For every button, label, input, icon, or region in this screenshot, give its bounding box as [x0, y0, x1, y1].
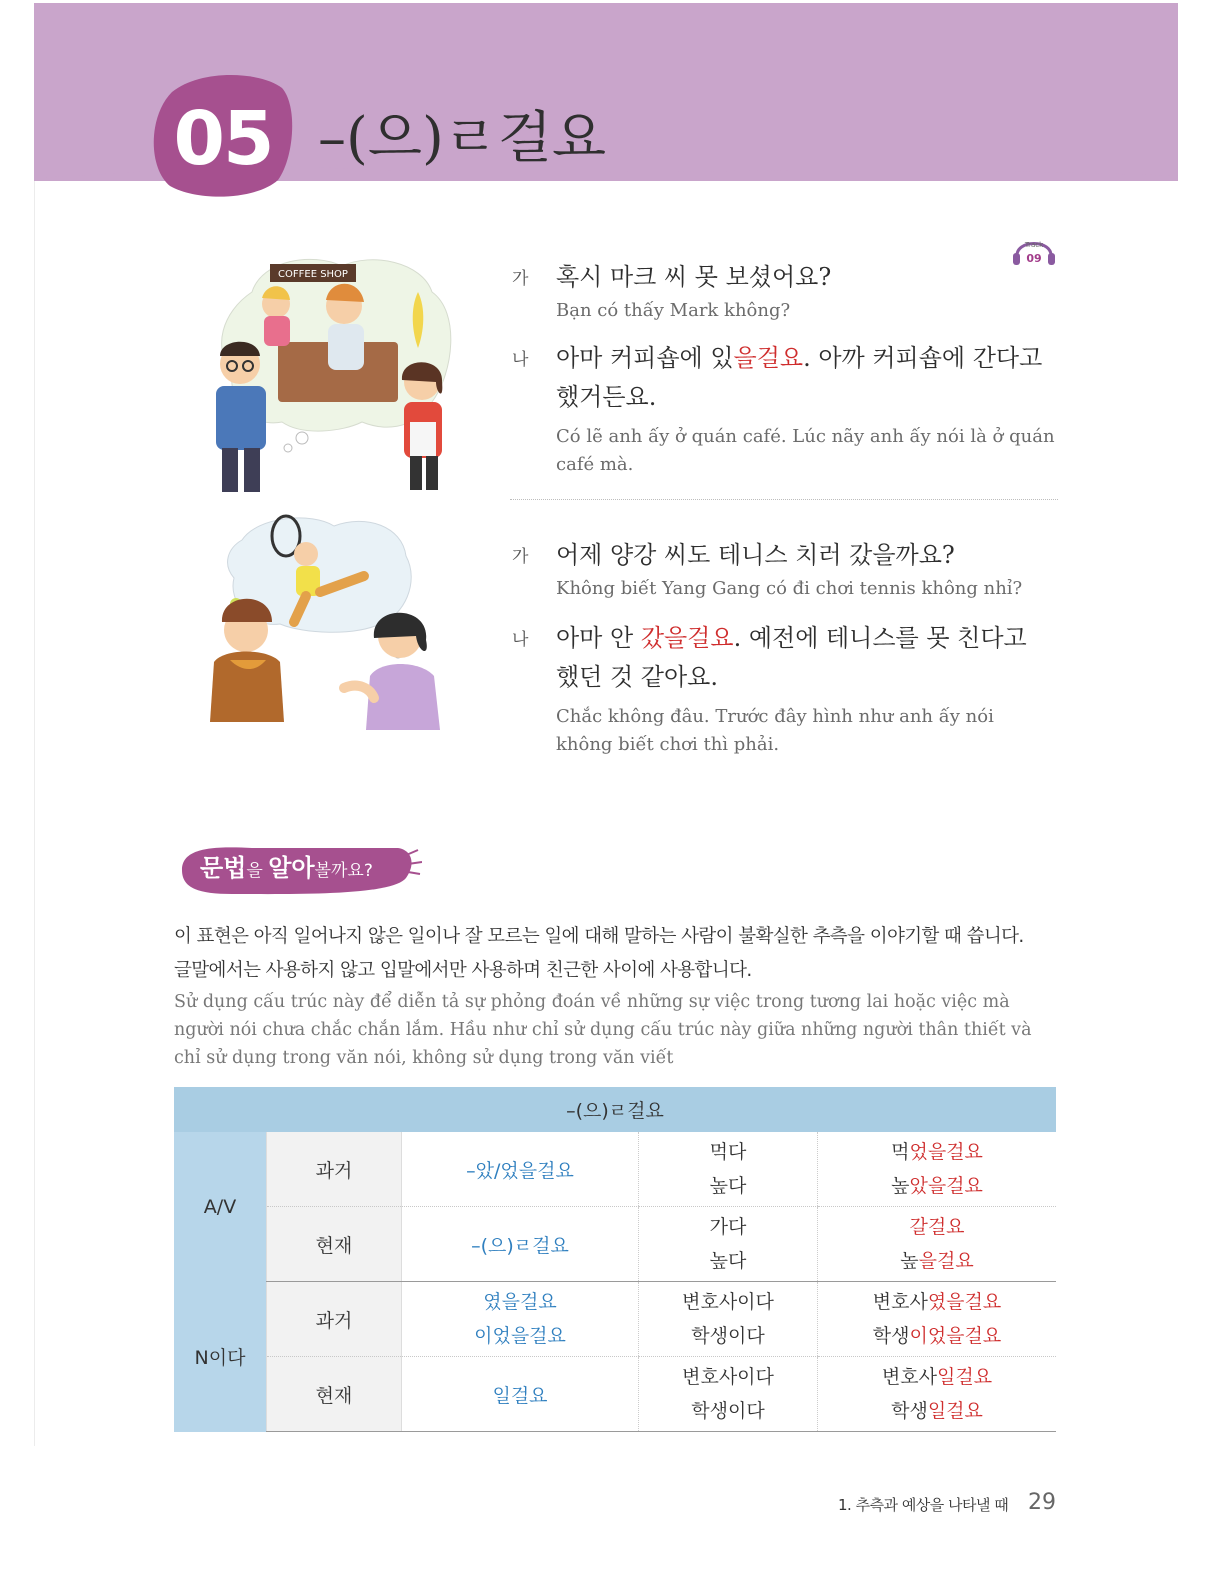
result-stem: 학생: [872, 1325, 910, 1347]
coffee-shop-sign: COFFEE SHOP: [278, 269, 348, 280]
highlighted-ending: 갔을걸요: [640, 624, 734, 652]
tense-cell: 과거: [267, 1282, 402, 1357]
result-text: [819, 1135, 1055, 1169]
korean-explanation-line-2: 글말에서는 사용하지 않고 입말에서만 사용하며 친근한 사이에 사용합니다.: [174, 960, 752, 981]
result-text: [819, 1285, 1055, 1319]
result-text: [819, 1169, 1055, 1203]
page-margin-line: [34, 181, 35, 1446]
verb-text: 변호사이다: [682, 1366, 774, 1388]
result-text: [819, 1394, 1055, 1428]
dialog-2-line-1: [510, 536, 1070, 603]
vietnamese-translation: Có lẽ anh ấy ở quán café. Lúc nãy anh ấy nói là ở quán café mà.: [556, 426, 1055, 475]
grammar-label-part: 볼까요?: [314, 861, 373, 881]
tense-cell: 현재: [267, 1357, 402, 1432]
korean-text: 혹시 마크 씨 못 보셨어요?: [556, 263, 832, 291]
result-suffix: 었을걸요: [909, 1141, 983, 1163]
grammar-explanation: [174, 920, 1064, 1072]
category-cell: A/V: [174, 1132, 267, 1282]
table-row: [174, 1207, 1056, 1282]
dialog-1: [510, 258, 1070, 479]
verb-text: 먹다: [709, 1141, 747, 1163]
verb-text: 변호사이다: [682, 1291, 774, 1313]
result-stem: 먹: [891, 1141, 910, 1163]
result-suffix: 았을걸요: [909, 1175, 983, 1197]
dialog-divider: [510, 499, 1058, 500]
result-cell: [818, 1357, 1057, 1432]
dialog-1-line-1: [510, 258, 1070, 325]
speaker-label: 나: [512, 630, 529, 650]
result-suffix: 갈걸요: [909, 1216, 965, 1238]
korean-text: [556, 619, 1070, 658]
result-text: [819, 1319, 1055, 1353]
page-number: 29: [1028, 1490, 1056, 1515]
ending-text: –(으)ㄹ걸요: [471, 1234, 569, 1257]
verb-cell: [639, 1207, 818, 1282]
verb-cell: [639, 1132, 818, 1207]
korean-text: [556, 339, 1070, 378]
verb-text: 높다: [709, 1175, 747, 1197]
verb-text: 가다: [709, 1216, 747, 1238]
ending-text: –았/었을걸요: [466, 1159, 574, 1182]
grammar-label-part: 을: [246, 861, 269, 881]
result-stem: 변호사: [872, 1291, 928, 1313]
result-suffix: 이었을걸요: [909, 1325, 1002, 1347]
tennis-illustration: [194, 512, 460, 740]
result-text: [819, 1360, 1055, 1394]
footer-chapter-title: 1. 추측과 예상을 나타낼 때: [838, 1496, 1009, 1514]
verb-text: 학생이다: [691, 1400, 765, 1422]
result-stem: 높: [891, 1175, 910, 1197]
table-row: [174, 1282, 1056, 1357]
result-text: [819, 1210, 1055, 1244]
verb-cell: [639, 1357, 818, 1432]
dialog-1-line-2: [510, 339, 1070, 479]
grammar-label-part: 알아: [268, 854, 315, 882]
vietnamese-translation: Chắc không đâu. Trước đây hình như anh ấy nói không biết chơi thì phải.: [556, 706, 994, 755]
verb-text: 학생이다: [691, 1325, 765, 1347]
korean-text-continued: 했거든요.: [556, 383, 657, 411]
result-text: [819, 1244, 1055, 1278]
category-cell: N이다: [174, 1282, 267, 1432]
dialog-2: [510, 536, 1070, 759]
korean-text-part: . 아까 커피숍에 간다고: [803, 344, 1043, 372]
track-label: Track: [1024, 241, 1044, 249]
speaker-label: 가: [512, 269, 529, 289]
coffee-shop-illustration: [192, 252, 460, 498]
ending-cell: [402, 1132, 639, 1207]
speaker-label: 가: [512, 547, 529, 567]
ending-cell: [402, 1207, 639, 1282]
result-suffix: 일걸요: [937, 1366, 993, 1388]
result-stem: 변호사: [881, 1366, 937, 1388]
ending-cell: [402, 1282, 639, 1357]
table-row: [174, 1357, 1056, 1432]
grammar-label: [200, 848, 373, 883]
result-suffix: 을걸요: [918, 1250, 974, 1272]
ending-text: 였을걸요: [483, 1291, 557, 1313]
korean-text-part: 아마 안: [556, 624, 641, 652]
korean-text-part: . 예전에 테니스를 못 친다고: [733, 624, 1027, 652]
conjugation-table: [174, 1087, 1056, 1432]
korean-explanation-line-1: 이 표현은 아직 일어나지 않은 일이나 잘 모르는 일에 대해 말하는 사람이 불확실한 추측을 이야기할 때 씁니다.: [174, 926, 1024, 947]
vietnamese-translation: Không biết Yang Gang có đi chơi tennis không nhỉ?: [556, 578, 1023, 599]
tense-cell: 현재: [267, 1207, 402, 1282]
result-stem: 높: [900, 1250, 919, 1272]
vietnamese-explanation: Sử dụng cấu trúc này để diễn tả sự phỏng đoán về những sự việc trong tương lai hoặc việc mà người nói chưa chắc chắn lắm. Hầu như chỉ sử dụng cấu trúc này giữa những người thân thiết và chỉ sử dụng trong văn nói, không sử dụng trong văn viết: [174, 992, 1032, 1068]
korean-text-continued: 했던 것 같아요.: [556, 663, 718, 691]
tense-cell: 과거: [267, 1132, 402, 1207]
highlighted-ending: 을걸요: [733, 344, 804, 372]
dialog-2-line-2: [510, 619, 1070, 759]
ending-text: 이었을걸요: [474, 1325, 566, 1347]
vietnamese-translation: Bạn có thấy Mark không?: [556, 300, 791, 321]
korean-text: 어제 양강 씨도 테니스 치러 갔을까요?: [556, 541, 955, 569]
ending-cell: [402, 1357, 639, 1432]
result-cell: [818, 1207, 1057, 1282]
verb-text: 높다: [709, 1250, 747, 1272]
korean-text-part: 아마 커피숍에 있: [556, 344, 734, 372]
table-header: –(으)ㄹ걸요: [174, 1087, 1056, 1132]
lesson-number: 05: [173, 96, 273, 182]
result-cell: [818, 1132, 1057, 1207]
result-suffix: 였을걸요: [927, 1291, 1002, 1313]
speaker-label: 나: [512, 350, 529, 370]
result-stem: 학생: [891, 1400, 928, 1422]
result-cell: [818, 1282, 1057, 1357]
result-suffix: 일걸요: [927, 1400, 983, 1422]
table-row: [174, 1132, 1056, 1207]
ending-text: 일걸요: [492, 1384, 548, 1407]
track-number: 09: [1026, 252, 1042, 265]
lesson-title: –(으)ㄹ걸요: [318, 106, 607, 171]
grammar-label-part: 문법: [200, 854, 247, 882]
verb-cell: [639, 1282, 818, 1357]
